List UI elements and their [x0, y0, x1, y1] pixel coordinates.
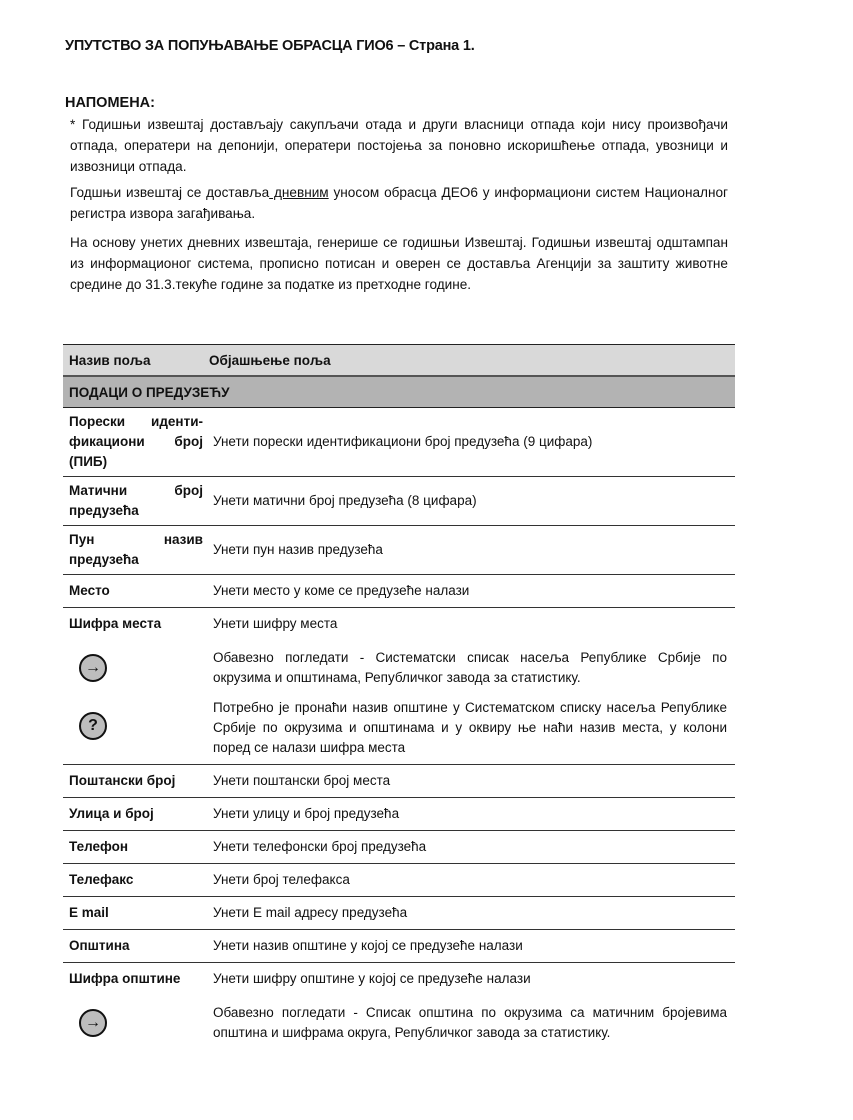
table-row [63, 831, 735, 864]
field-description: Унети пун назив предузећа [213, 542, 383, 557]
note-text: Обавезно погледати - Списак општина по окрузима са матичним бројевима општина и шифрама округа, Републичког завода за статистику. [213, 1005, 727, 1040]
note-item [63, 698, 735, 758]
field-name: Пун назив предузећа [69, 532, 203, 567]
field-name: E mail [69, 905, 109, 920]
table-header [63, 345, 735, 377]
header-field-description: Објашњење поља [209, 352, 331, 368]
field-description: Унети шифру места [213, 616, 338, 631]
arrow-right-icon: → [79, 654, 107, 682]
field-name: Општина [69, 938, 130, 953]
table-row [63, 930, 735, 963]
field-description: Унети улицу и број предузећа [213, 806, 400, 821]
field-name: Порески иденти-фикациони број (ПИБ) [69, 414, 203, 469]
field-description: Унети телефонски број предузећа [213, 839, 427, 854]
field-name: Матични број предузећа [69, 483, 203, 518]
field-description: Унети порески идентификациони број предузећа (9 цифара) [213, 434, 593, 449]
table-row [63, 798, 735, 831]
field-description: Унети E mail адресу предузећа [213, 905, 408, 920]
header-field-name: Назив поља [69, 352, 151, 368]
fields-table [63, 344, 735, 1043]
field-description: Унети место у коме се предузеће налази [213, 583, 470, 598]
note-text: Обавезно погледати - Систематски списак насеља Републике Србије по окрузима и општинама, Републичког завода за статистику. [213, 650, 727, 685]
note-paragraph-3: На основу унетих дневних извештаја, генерише се годишњи Извештај. Годишњи извештај одштампан из информационог система, прописно потисан и оверен се доставља Агенцији за заштиту животне средине до 31.3.текуће године за податке из претходне године. [70, 235, 728, 292]
question-icon: ? [79, 712, 107, 740]
document-title: УПУТСТВО ЗА ПОПУЊАВАЊЕ ОБРАСЦА ГИО6 – Страна 1. [65, 38, 475, 54]
table-row [63, 575, 735, 608]
note-item [63, 1003, 735, 1043]
table-row [63, 897, 735, 930]
section-title: ПОДАЦИ О ПРЕДУЗЕЋУ [63, 377, 735, 408]
paragraph-2-text-end: уносом обрасца ДЕО6 у информациони систем Националног регистра извора загађивања. [70, 185, 728, 221]
paragraph-2-underlined: дневним [269, 185, 329, 200]
field-description: Унети поштански број места [213, 773, 391, 788]
note-paragraph-2 [70, 182, 728, 224]
field-description: Унети назив општине у којој се предузеће налази [213, 938, 523, 953]
arrow-right-icon: → [79, 1009, 107, 1037]
note-item [63, 648, 735, 688]
field-name: Улица и број [69, 806, 154, 821]
field-name: Поштански број [69, 773, 176, 788]
field-description: Унети шифру општине у којој се предузеће налази [213, 971, 531, 986]
table-row [63, 408, 735, 477]
field-name: Телефон [69, 839, 129, 854]
field-name: Шифра општине [69, 971, 181, 986]
field-name: Шифра места [69, 616, 162, 631]
table-row [63, 864, 735, 897]
table-row [63, 765, 735, 798]
table-row [63, 963, 735, 1043]
table-row [63, 608, 735, 765]
table-row [63, 477, 735, 526]
note-text: Потребно је пронаћи назив општине у Систематском списку насеља Републике Србије по окрузима и општинама и у оквиру ње наћи назив места, у колони поред се налази шифра места [213, 700, 727, 755]
field-name: Телефакс [69, 872, 134, 887]
field-description: Унети број телефакса [213, 872, 350, 887]
table-row [63, 526, 735, 575]
note-paragraph-1: * Годишњи извештај достављају сакупљачи отада и други власници отпада који нису произвођачи отпада, оператери на депонији, оператери постојења за поновно искоришћење отпада, увозници и извозници отпада. [70, 117, 728, 174]
field-description: Унети матични број предузећа (8 цифара) [213, 493, 477, 508]
field-name: Место [69, 583, 110, 598]
paragraph-2-text: Годшњи извештај се доставља [70, 185, 270, 200]
note-heading: НАПОМЕНА: [65, 95, 155, 111]
